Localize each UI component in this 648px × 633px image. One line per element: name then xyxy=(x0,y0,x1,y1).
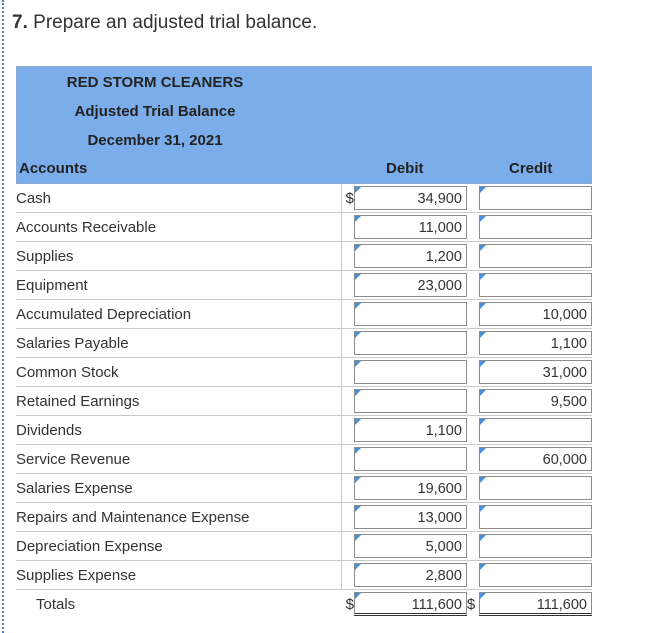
account-name: Accumulated Depreciation xyxy=(16,300,341,329)
totals-label: Totals xyxy=(36,595,76,613)
left-dotted-rule xyxy=(2,0,4,633)
company-name: RED STORM CLEANERS xyxy=(66,74,244,91)
credit-column-header: Credit xyxy=(509,160,553,177)
account-name: Supplies xyxy=(16,242,341,271)
debit-input[interactable]: 1,200 xyxy=(354,244,467,268)
debit-dollar-sign xyxy=(341,561,354,590)
debit-total-input[interactable]: 111,600 xyxy=(354,592,467,616)
debit-input[interactable]: 19,600 xyxy=(354,476,467,500)
debit-input[interactable]: 23,000 xyxy=(354,273,467,297)
credit-input[interactable] xyxy=(479,505,592,529)
debit-input[interactable]: 2,800 xyxy=(354,563,467,587)
debit-dollar-sign xyxy=(341,213,354,242)
debit-input[interactable]: 1,100 xyxy=(354,418,467,442)
credit-input[interactable] xyxy=(479,244,592,268)
account-name: Salaries Expense xyxy=(16,474,341,503)
table-row xyxy=(16,184,592,213)
credit-input[interactable]: 1,100 xyxy=(479,331,592,355)
account-name: Retained Earnings xyxy=(16,387,341,416)
account-name: Depreciation Expense xyxy=(16,532,341,561)
account-name: Dividends xyxy=(16,416,341,445)
table-row xyxy=(16,329,592,358)
debit-dollar-sign: $ xyxy=(341,184,354,213)
debit-input[interactable] xyxy=(354,302,467,326)
debit-column-header: Debit xyxy=(386,160,424,177)
question-prompt xyxy=(12,12,317,34)
credit-input[interactable]: 9,500 xyxy=(479,389,592,413)
debit-dollar-sign xyxy=(341,416,354,445)
debit-input[interactable]: 13,000 xyxy=(354,505,467,529)
debit-dollar-sign xyxy=(341,329,354,358)
credit-dollar-sign xyxy=(467,184,479,213)
table-row xyxy=(16,445,592,474)
table-row xyxy=(16,300,592,329)
credit-dollar-sign xyxy=(467,474,479,503)
table-row xyxy=(16,561,592,590)
credit-input[interactable] xyxy=(479,476,592,500)
statement-date: December 31, 2021 xyxy=(87,132,223,149)
debit-input[interactable]: 11,000 xyxy=(354,215,467,239)
credit-dollar-sign xyxy=(467,416,479,445)
account-name: Service Revenue xyxy=(16,445,341,474)
credit-dollar-sign xyxy=(467,329,479,358)
credit-input[interactable] xyxy=(479,215,592,239)
credit-dollar-sign xyxy=(467,271,479,300)
credit-input[interactable]: 60,000 xyxy=(479,447,592,471)
credit-input[interactable] xyxy=(479,418,592,442)
table-row xyxy=(16,387,592,416)
debit-dollar-sign xyxy=(341,503,354,532)
table-row xyxy=(16,271,592,300)
debit-dollar-sign xyxy=(341,445,354,474)
debit-input[interactable]: 5,000 xyxy=(354,534,467,558)
credit-input[interactable] xyxy=(479,563,592,587)
account-name: Supplies Expense xyxy=(16,561,341,590)
question-number: 7. xyxy=(12,12,28,33)
table-row xyxy=(16,416,592,445)
debit-dollar-sign xyxy=(341,300,354,329)
credit-dollar-sign xyxy=(467,387,479,416)
debit-dollar-sign xyxy=(341,242,354,271)
account-name: Repairs and Maintenance Expense xyxy=(16,503,341,532)
debit-input[interactable] xyxy=(354,331,467,355)
credit-dollar-sign xyxy=(467,213,479,242)
credit-dollar-sign xyxy=(467,242,479,271)
credit-dollar-sign xyxy=(467,561,479,590)
credit-input[interactable]: 10,000 xyxy=(479,302,592,326)
account-name: Common Stock xyxy=(16,358,341,387)
account-name: Equipment xyxy=(16,271,341,300)
account-name: Salaries Payable xyxy=(16,329,341,358)
credit-input[interactable] xyxy=(479,186,592,210)
debit-dollar-sign xyxy=(341,474,354,503)
question-text: Prepare an adjusted trial balance. xyxy=(33,12,318,33)
table-row xyxy=(16,474,592,503)
credit-dollar-sign xyxy=(467,300,479,329)
credit-input[interactable] xyxy=(479,534,592,558)
trial-balance-header xyxy=(16,66,592,184)
accounts-column-header: Accounts xyxy=(19,160,88,177)
debit-dollar-sign xyxy=(341,387,354,416)
table-row xyxy=(16,213,592,242)
debit-input[interactable]: 34,900 xyxy=(354,186,467,210)
table-row xyxy=(16,532,592,561)
credit-total-input[interactable]: 111,600 xyxy=(479,592,592,616)
credit-input[interactable]: 31,000 xyxy=(479,360,592,384)
credit-input[interactable] xyxy=(479,273,592,297)
table-row xyxy=(16,242,592,271)
trial-balance-table xyxy=(16,66,592,618)
totals-row xyxy=(16,590,592,619)
account-name: Cash xyxy=(16,184,341,213)
account-name: Accounts Receivable xyxy=(16,213,341,242)
table-row xyxy=(16,358,592,387)
credit-total-dollar-sign: $ xyxy=(466,595,476,613)
table-row xyxy=(16,503,592,532)
debit-dollar-sign xyxy=(341,358,354,387)
debit-input[interactable] xyxy=(354,360,467,384)
accounts-grid xyxy=(16,184,592,618)
credit-dollar-sign xyxy=(467,358,479,387)
statement-title: Adjusted Trial Balance xyxy=(74,103,236,120)
debit-total-dollar-sign: $ xyxy=(345,595,354,613)
credit-dollar-sign xyxy=(467,445,479,474)
credit-dollar-sign xyxy=(467,532,479,561)
credit-dollar-sign xyxy=(467,503,479,532)
debit-dollar-sign xyxy=(341,271,354,300)
debit-input[interactable] xyxy=(354,389,467,413)
debit-input[interactable] xyxy=(354,447,467,471)
debit-dollar-sign xyxy=(341,532,354,561)
